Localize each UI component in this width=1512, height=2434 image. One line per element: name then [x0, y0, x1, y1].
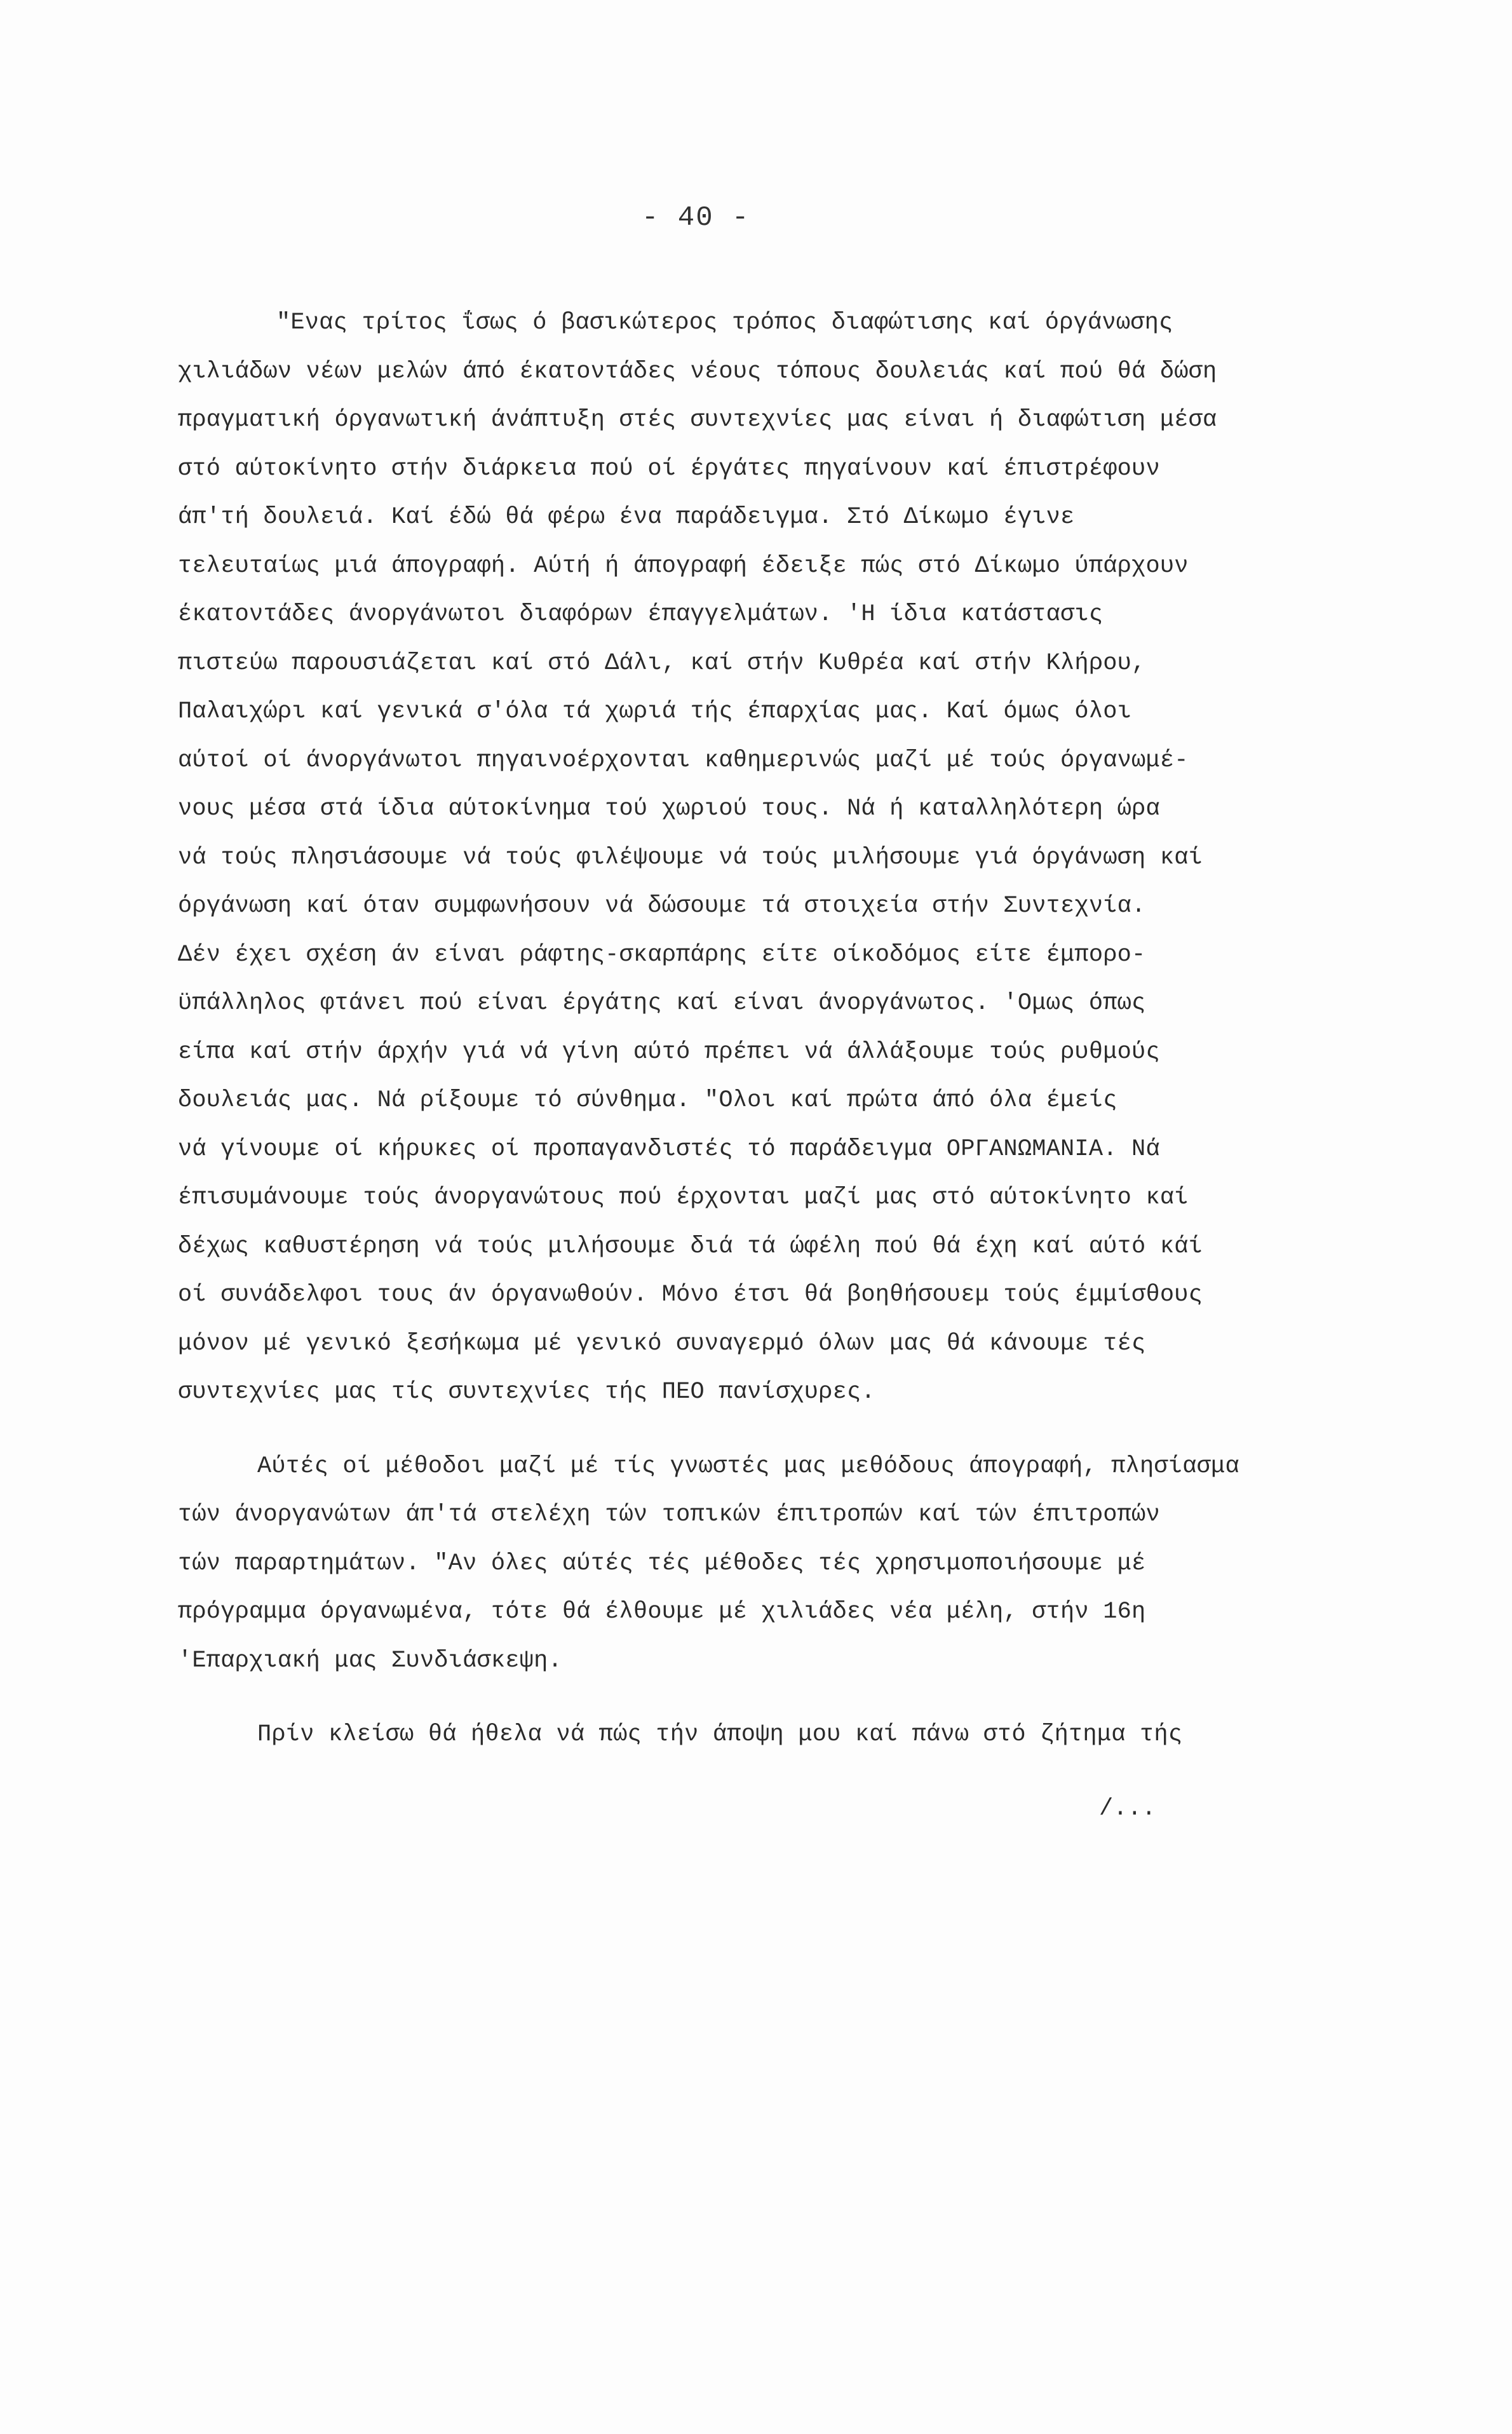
text-line: Παλαιχώρι καί γενικά σ'όλα τά χωριά τής έπαρχίας μας. Καί όμως όλοι	[178, 698, 1132, 725]
paragraph-1	[178, 299, 1398, 1417]
text-line: τών παραρτημάτων. "Αν όλες αύτές τές μέθοδες τές χρησιμοποιήσουμε μέ	[178, 1550, 1146, 1577]
text-line: χιλιάδων νέων μελών άπό έκατοντάδες νέους τόπους δουλειάς καί πού θά δώση	[178, 358, 1217, 385]
text-line: έπισυμάνουμε τούς άνοργανώτους πού έρχονται μαζί μας στό αύτοκίνητο καί	[178, 1184, 1189, 1211]
paragraph-3	[178, 1710, 1398, 1759]
paragraph-gap	[178, 1417, 1398, 1442]
text-line: μόνον μέ γενικό ξεσήκωμα μέ γενικό συναγερμό όλων μας θά κάνουμε τές	[178, 1330, 1146, 1357]
text-line: πραγματική όργανωτική άνάπτυξη στές συντεχνίες μας είναι ή διαφώτιση μέσα	[178, 407, 1217, 433]
paragraph-gap	[178, 1685, 1398, 1710]
text-line: πιστεύω παρουσιάζεται καί στό Δάλι, καί στήν Κυθρέα καί στήν Κλήρου,	[178, 649, 1146, 677]
text-line: Πρίν κλείσω θά ήθελα νά πώς τήν άποψη μου καί πάνω στό ζήτημα τής	[257, 1721, 1183, 1748]
page-number: - 40 -	[642, 202, 750, 234]
text-line: είπα καί στήν άρχήν γιά νά γίνη αύτό πρέπει νά άλλάξουμε τούς ρυθμούς	[178, 1038, 1160, 1065]
text-line: ϋπάλληλος φτάνει πού είναι έργάτης καί είναι άνοργάνωτος. 'Ομως όπως	[178, 990, 1146, 1017]
text-line: στό αύτοκίνητο στήν διάρκεια πού οί έργάτες πηγαίνουν καί έπιστρέφουν	[178, 455, 1160, 482]
text-line: δέχως καθυστέρηση νά τούς μιλήσουμε διά τά ώφέλη πού θά έχη καί αύτό κάί	[178, 1233, 1203, 1260]
text-line: άπ'τή δουλειά. Καί έδώ θά φέρω ένα παράδειγμα. Στό Δίκωμο έγινε	[178, 504, 1075, 531]
text-line: έκατοντάδες άνοργάνωτοι διαφόρων έπαγγελμάτων. 'Η ίδια κατάστασις	[178, 601, 1104, 628]
text-line: αύτοί οί άνοργάνωτοι πηγαινοέρχονται καθημερινώς μαζί μέ τούς όργανωμέ-	[178, 747, 1189, 774]
continuation-mark: /...	[1099, 1795, 1156, 1822]
text-line: τών άνοργανώτων άπ'τά στελέχη τών τοπικών έπιτροπών καί τών έπιτροπών	[178, 1501, 1160, 1528]
text-line: 'Επαρχιακή μας Συνδιάσκεψη.	[178, 1647, 562, 1674]
text-line: Δέν έχει σχέση άν είναι ράφτης-σκαρπάρης είτε οίκοδόμος είτε έμπορο-	[178, 941, 1146, 968]
text-line: οί συνάδελφοι τους άν όργανωθούν. Μόνο έτσι θά βοηθήσουεμ τούς έμμίσθους	[178, 1281, 1203, 1308]
text-line: πρόγραμμα όργανωμένα, τότε θά έλθουμε μέ χιλιάδες νέα μέλη, στήν 16η	[178, 1599, 1146, 1625]
text-line: όργάνωση καί όταν συμφωνήσουν νά δώσουμε τά στοιχεία στήν Συντεχνία.	[178, 893, 1146, 919]
paragraph-2	[178, 1442, 1398, 1686]
text-line: νους μέσα στά ίδια αύτοκίνημα τού χωριού τους. Νά ή καταλληλότερη ώρα	[178, 795, 1160, 822]
text-line: τελευταίως μιά άπογραφή. Αύτή ή άπογραφή έδειξε πώς στό Δίκωμο ύπάρχουν	[178, 552, 1189, 579]
text-line: συντεχνίες μας τίς συντεχνίες τής ΠΕΟ πανίσχυρες.	[178, 1379, 875, 1405]
text-line: δουλειάς μας. Νά ρίξουμε τό σύνθημα. "Ολοι καί πρώτα άπό όλα έμείς	[178, 1087, 1117, 1114]
body-text	[178, 299, 1398, 1833]
text-line: "Ενας τρίτος ΐσως ό βασικώτερος τρόπος διαφώτισης καί όργάνωσης	[276, 309, 1173, 336]
text-line: Αύτές οί μέθοδοι μαζί μέ τίς γνωστές μας μεθόδους άπογραφή, πλησίασμα	[257, 1452, 1239, 1480]
text-line: νά τούς πλησιάσουμε νά τούς φιλέψουμε νά τούς μιλήσουμε γιά όργάνωση καί	[178, 844, 1203, 871]
text-line: νά γίνουμε οί κήρυκες οί προπαγανδιστές τό παράδειγμα ΟΡΓΑΝΩΜΑΝΙΑ. Νά	[178, 1135, 1160, 1163]
paragraph-gap	[178, 1759, 1398, 1785]
